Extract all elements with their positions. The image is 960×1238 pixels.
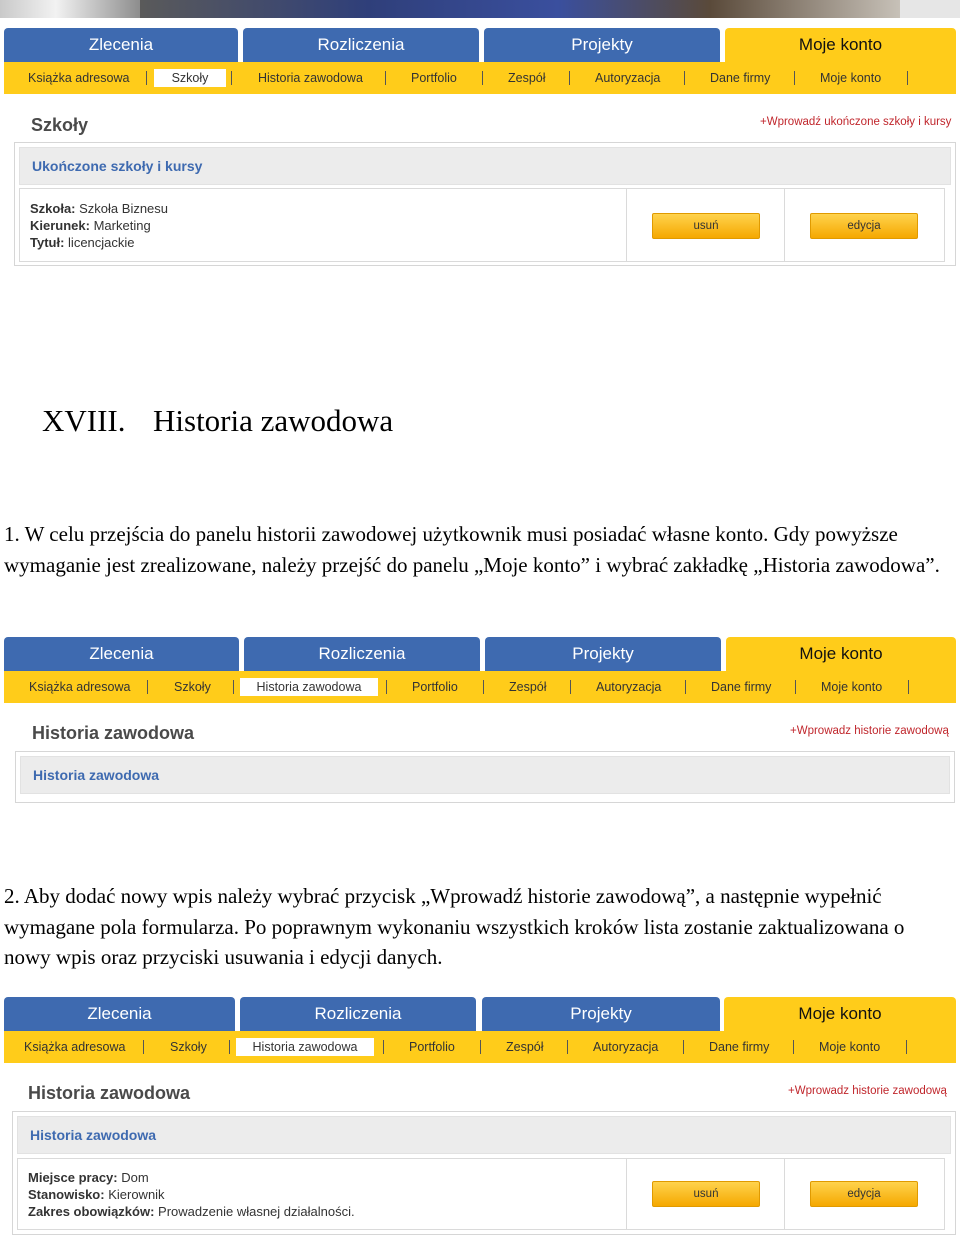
entry-value: Prowadzenie własnej działalności.: [158, 1204, 355, 1219]
subnav-separator: [907, 71, 908, 85]
entry-line-workplace: [28, 1169, 355, 1186]
entry-label: Zakres obowiązków:: [28, 1204, 155, 1219]
entry-label: Kierunek:: [30, 218, 90, 233]
subnav-item-portfolio[interactable]: Portfolio: [409, 1040, 455, 1054]
section-number: XVIII.: [42, 403, 126, 438]
subnav-separator: [908, 680, 909, 694]
subnav-separator: [795, 680, 796, 694]
subnav-item-dane-firmy[interactable]: Dane firmy: [709, 1040, 770, 1054]
box-header-title: Historia zawodowa: [33, 767, 160, 783]
tab-zlecenia[interactable]: Zlecenia: [4, 637, 239, 671]
subnav-item-zespol[interactable]: Zespół: [506, 1040, 544, 1054]
entry-line-position: [28, 1186, 355, 1203]
entry-label: Stanowisko:: [28, 1187, 105, 1202]
entry-line-school: [30, 200, 168, 217]
subnav-item-zespol[interactable]: Zespół: [509, 680, 547, 694]
tab-projekty[interactable]: Projekty: [485, 637, 721, 671]
subnav-item-ksiazka-adresowa[interactable]: Książka adresowa: [24, 1040, 126, 1054]
box-header-title: Historia zawodowa: [30, 1127, 157, 1143]
subnav-item-dane-firmy[interactable]: Dane firmy: [710, 71, 771, 85]
entry-divider: [626, 189, 627, 261]
photo-fragment-middle: [140, 0, 900, 18]
entry-label: Szkoła:: [30, 201, 76, 216]
sub-nav: [4, 671, 956, 703]
box-header-title: Ukończone szkoły i kursy: [32, 158, 203, 174]
subnav-item-autoryzacja[interactable]: Autoryzacja: [596, 680, 662, 694]
subnav-separator: [793, 1040, 794, 1054]
subnav-separator: [146, 71, 147, 85]
subnav-item-portfolio[interactable]: Portfolio: [411, 71, 457, 85]
subnav-item-historia-zawodowa[interactable]: Historia zawodowa: [236, 1038, 374, 1056]
tab-rozliczenia[interactable]: Rozliczenia: [240, 997, 476, 1031]
subnav-separator: [567, 1040, 568, 1054]
delete-button[interactable]: usuń: [652, 213, 760, 239]
page-title: Szkoły: [31, 115, 89, 135]
sub-nav: [4, 62, 956, 94]
main-nav: [4, 28, 956, 62]
delete-button[interactable]: usuń: [652, 1181, 760, 1207]
subnav-item-zespol[interactable]: Zespół: [508, 71, 546, 85]
subnav-item-moje-konto[interactable]: Moje konto: [819, 1040, 881, 1054]
section-title: Historia zawodowa: [153, 403, 394, 438]
subnav-item-moje-konto[interactable]: Moje konto: [821, 680, 883, 694]
entry-line-duties: [28, 1203, 355, 1220]
page-title: Historia zawodowa: [32, 723, 195, 743]
screenshot-history-with-entry: [4, 997, 956, 1235]
subnav-item-portfolio[interactable]: Portfolio: [412, 680, 458, 694]
entry-value: Dom: [121, 1170, 149, 1185]
entry-label: Tytuł:: [30, 235, 65, 250]
screenshot-schools: [4, 28, 956, 270]
box-header: [20, 756, 950, 794]
main-nav: [4, 637, 956, 671]
subnav-separator: [569, 71, 570, 85]
history-box: [12, 1111, 956, 1235]
subnav-item-autoryzacja[interactable]: Autoryzacja: [593, 1040, 659, 1054]
subnav-item-ksiazka-adresowa[interactable]: Książka adresowa: [29, 680, 131, 694]
subnav-item-dane-firmy[interactable]: Dane firmy: [711, 680, 772, 694]
tab-projekty[interactable]: Projekty: [482, 997, 720, 1031]
subnav-separator: [385, 71, 386, 85]
paragraph-1: 1. W celu przejścia do panelu historii zawodowej użytkownik musi posiadać własne konto. Gdy powyższe wymaganie jest zrealizowane, należy przejść do panelu „Moje konto” i wybrać zakładkę „Historia zawodowa”.: [4, 522, 940, 577]
subnav-separator: [231, 71, 232, 85]
sub-nav: [4, 1031, 956, 1063]
tab-moje-konto[interactable]: Moje konto: [726, 637, 956, 671]
entry-details: [28, 1169, 355, 1220]
subnav-separator: [482, 71, 483, 85]
subnav-separator: [147, 680, 148, 694]
page-title: Historia zawodowa: [28, 1083, 191, 1103]
photo-fragment-right: [900, 0, 960, 18]
tab-projekty[interactable]: Projekty: [484, 28, 720, 62]
photo-fragment-left: [0, 0, 140, 18]
entry-details: [30, 200, 168, 251]
entry-label: Miejsce pracy:: [28, 1170, 118, 1185]
history-entry: [17, 1158, 945, 1230]
add-history-link[interactable]: +Wprowadz historie zawodową: [790, 725, 949, 737]
add-history-link[interactable]: +Wprowadz historie zawodową: [788, 1085, 947, 1097]
tab-moje-konto[interactable]: Moje konto: [724, 997, 956, 1031]
subnav-separator: [386, 680, 387, 694]
subnav-item-autoryzacja[interactable]: Autoryzacja: [595, 71, 661, 85]
main-nav: [4, 997, 956, 1031]
subnav-separator: [233, 680, 234, 694]
subnav-separator: [383, 1040, 384, 1054]
history-box: [15, 751, 955, 803]
subnav-separator: [483, 680, 484, 694]
box-header: [17, 1116, 951, 1154]
subnav-separator: [685, 680, 686, 694]
subnav-item-moje-konto[interactable]: Moje konto: [820, 71, 882, 85]
paragraph-2: 2. Aby dodać nowy wpis należy wybrać przycisk „Wprowadź historie zawodową”, a następnie wypełnić wymagane pola formularza. Po poprawnym wykonaniu wszystkich kroków lista zostanie zaktualizowana o nowy wpis oraz przyciski usuwania i edycji danych.: [4, 884, 905, 969]
subnav-separator: [570, 680, 571, 694]
subnav-item-szkoly[interactable]: Szkoły: [174, 680, 211, 694]
entry-value: Kierownik: [108, 1187, 165, 1202]
tab-rozliczenia[interactable]: Rozliczenia: [243, 28, 479, 62]
subnav-item-historia-zawodowa[interactable]: Historia zawodowa: [258, 71, 363, 85]
entry-divider: [626, 1159, 627, 1229]
schools-box: [14, 142, 956, 266]
entry-divider: [784, 189, 785, 261]
subnav-separator: [794, 71, 795, 85]
entry-value: Marketing: [93, 218, 151, 233]
tab-rozliczenia[interactable]: Rozliczenia: [244, 637, 480, 671]
entry-line-field: [30, 217, 168, 234]
screenshot-history-empty: [4, 637, 956, 803]
subnav-separator: [683, 1040, 684, 1054]
subnav-separator: [906, 1040, 907, 1054]
subnav-item-szkoly[interactable]: Szkoły: [154, 69, 226, 87]
school-entry: [19, 188, 945, 262]
tab-zlecenia[interactable]: Zlecenia: [4, 28, 238, 62]
entry-line-degree: [30, 234, 168, 251]
box-header: [19, 147, 951, 185]
edit-button[interactable]: edycja: [810, 213, 918, 239]
edit-button[interactable]: edycja: [810, 1181, 918, 1207]
subnav-item-szkoly[interactable]: Szkoły: [170, 1040, 207, 1054]
subnav-item-historia-zawodowa[interactable]: Historia zawodowa: [240, 678, 378, 696]
entry-value: licencjackie: [68, 235, 135, 250]
tab-zlecenia[interactable]: Zlecenia: [4, 997, 235, 1031]
subnav-separator: [480, 1040, 481, 1054]
subnav-item-ksiazka-adresowa[interactable]: Książka adresowa: [28, 71, 130, 85]
add-school-link[interactable]: +Wprowadź ukończone szkoły i kursy: [760, 116, 952, 128]
entry-value: Szkoła Biznesu: [79, 201, 169, 216]
top-photo-strip: [0, 0, 960, 18]
subnav-separator: [143, 1040, 144, 1054]
section-heading: [42, 403, 393, 439]
tab-moje-konto[interactable]: Moje konto: [725, 28, 956, 62]
subnav-separator: [684, 71, 685, 85]
subnav-separator: [229, 1040, 230, 1054]
entry-divider: [784, 1159, 785, 1229]
